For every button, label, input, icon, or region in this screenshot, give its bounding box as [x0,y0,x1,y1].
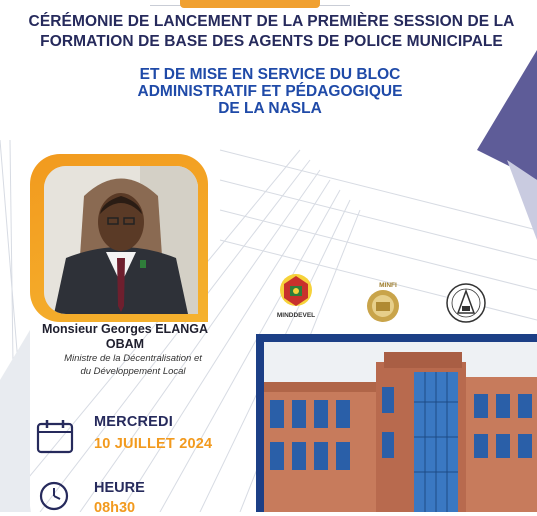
role-line-2: du Développement Local [80,366,186,377]
building-photo [264,342,537,512]
role-line-1: Ministre de la Décentralisation et [64,353,202,364]
subtitle-line-2: ADMINISTRATIF ET PÉDAGOGIQUE [137,83,403,100]
name-line-1: Monsieur Georges ELANGA [42,322,208,336]
subtitle-line-1: ET DE MISE EN SERVICE DU BLOC [139,66,401,83]
minddevel-caption: MINDDEVEL [276,312,316,319]
minfi-caption: MINFI [379,282,397,289]
calendar-icon [36,418,74,454]
event-title [14,12,529,52]
nasla-logo [444,282,488,324]
time-label: HEURE [94,480,145,496]
clock-icon [38,480,70,512]
subtitle-line-3: DE LA NASLA [218,100,322,117]
date-weekday: MERCREDI [94,414,173,430]
event-subtitle [90,66,450,117]
top-decoration-band [180,0,320,8]
minister-name [20,322,230,352]
minddevel-logo [274,268,318,312]
minister-role [28,352,238,378]
title-line-2: FORMATION DE BASE DES AGENTS DE POLICE MUNICIPALE [40,33,503,50]
time-value: 08h30 [94,500,136,516]
name-line-2: OBAM [105,337,145,351]
title-line-1: CÉRÉMONIE DE LANCEMENT DE LA PREMIÈRE SESSION DE LA [28,13,515,30]
minister-portrait [44,166,198,314]
date-value: 10 JUILLET 2024 [94,436,213,452]
